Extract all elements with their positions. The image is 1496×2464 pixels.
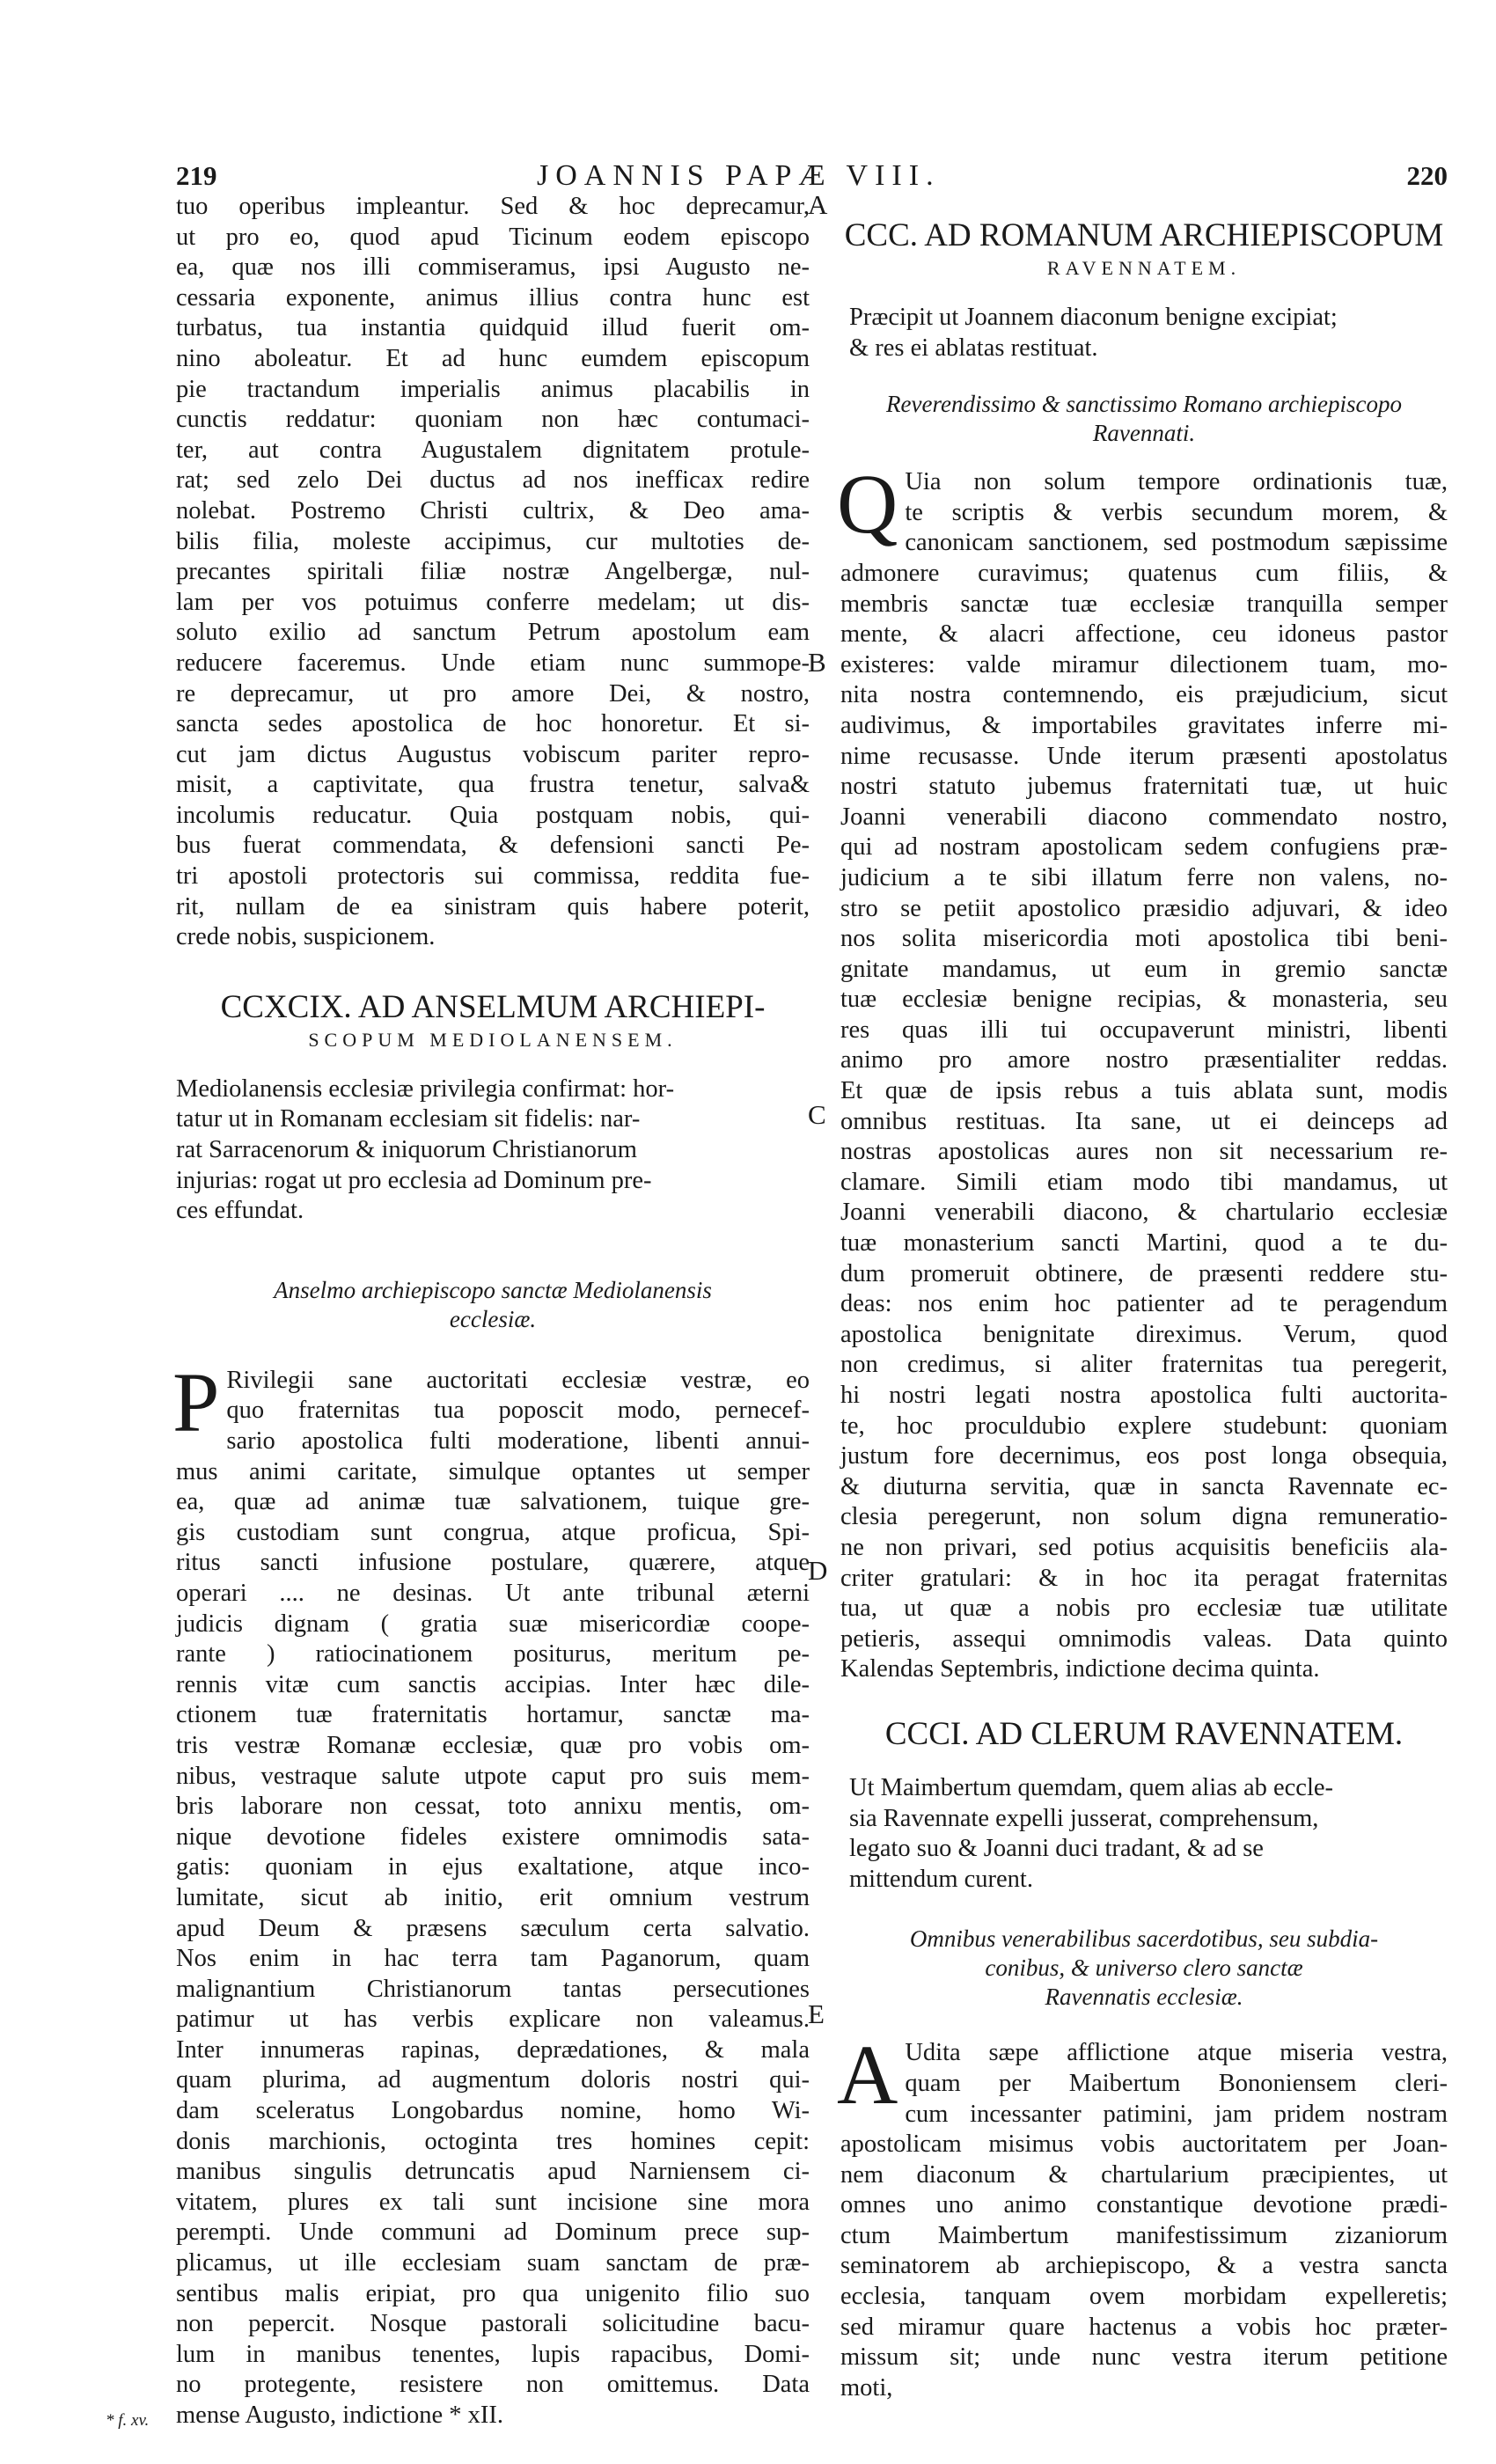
- letter-summary-ccci: [840, 1773, 1448, 1895]
- text-line: res quas illi tui occupaverunt ministri, libenti: [840, 1016, 1448, 1044]
- text-line: justum fore decernimus, eos post longa obsequia,: [840, 1442, 1448, 1470]
- text-line: stro se petiit apostolico præsidio adjuvari, & ideo: [840, 894, 1448, 922]
- letter-heading-ccxcix: CCXCIX. AD ANSELMUM ARCHIEPI-: [220, 988, 766, 1025]
- text-line: omnibus restituas. Ita sane, ut ei deinceps ad: [840, 1107, 1448, 1135]
- text-line: judicis dignam ( gratia suæ misericordiæ coope-: [176, 1610, 810, 1638]
- margin-letter-c: C: [808, 1099, 826, 1130]
- text-line: ritus sancti infusione postulare, quærere, atque: [176, 1549, 810, 1577]
- text-line: ctum Maimbertum manifestissimum zizaniorum: [840, 2221, 1448, 2249]
- text-line: nem diaconum & chartularium præcipientes, ut: [840, 2160, 1448, 2189]
- text-line: seminatorem ab archiepiscopo, & a vestra sancta: [840, 2252, 1448, 2280]
- text-line: animo pro amore nostro præsentialiter reddas.: [840, 1046, 1448, 1074]
- text-line: crede nobis, suspicionem.: [176, 923, 436, 951]
- right-column: [837, 192, 1448, 2403]
- text-line: te, hoc proculdubio explere studebunt: quoniam: [840, 1412, 1448, 1440]
- text-line: sancta sedes apostolica de hoc honoretur. Et si-: [176, 710, 810, 738]
- text-line: nolebat. Postremo Christi cultrix, & Deo ama-: [176, 496, 810, 524]
- text-line: apud Deum & præsens sæculum certa salvatio.: [176, 1914, 810, 1942]
- running-title: JOANNIS PAPÆ VIII.: [537, 159, 941, 192]
- summary-line: legato suo & Joanni duci tradant, & ad se: [849, 1835, 1264, 1863]
- margin-letter-a: A: [808, 189, 828, 220]
- text-line: rat; sed zelo Dei ductus ad nos inefficax redire: [176, 466, 810, 495]
- text-line: bris laborare non cessat, toto annixu mentis, om-: [176, 1793, 810, 1821]
- text-line: Joanni venerabili diacono, & chartulario ecclesiæ: [840, 1199, 1448, 1227]
- text-line: donis marchionis, octoginta tres homines cepit:: [176, 2127, 810, 2155]
- text-line: plicamus, ut ille ecclesiam suam sanctam de præ-: [176, 2249, 810, 2277]
- letter-heading-ccci: CCCI. AD CLERUM RAVENNATEM.: [884, 1715, 1404, 1752]
- text-line: clamare. Simili etiam modo tibi mandamus, ut: [840, 1168, 1448, 1196]
- text-line: gatis: quoniam in ejus exaltatione, atque inco-: [176, 1853, 810, 1881]
- page-number-right: 220: [1406, 160, 1448, 191]
- text-line: precantes spiritali filiæ nostræ Angelbergæ, nul-: [176, 558, 810, 586]
- text-line: hi nostri legati nostra apostolica fulti auctorita-: [840, 1382, 1448, 1409]
- text-line: nino aboleatur. Et ad hunc eumdem episcopum: [176, 344, 810, 372]
- text-line: admonere curavimus; quatenus cum filiis, &: [840, 559, 1448, 587]
- summary-line: injurias: rogat ut pro ecclesia ad Dominum pre-: [176, 1166, 652, 1194]
- text-line: deas: nos enim hoc patienter ad te peragendum: [840, 1290, 1448, 1318]
- text-line: apostolicam misimus vobis auctoritatem per Joan-: [840, 2130, 1448, 2159]
- text-line: sario apostolica fulti moderatione, libenti annui-: [226, 1427, 810, 1455]
- text-line: tuæ ecclesiæ benigne recipias, & monasteria, seu: [840, 986, 1448, 1014]
- letter-address-ccci: [840, 1925, 1448, 2012]
- text-line: omnes uno animo constantique devotione prædi-: [840, 2191, 1448, 2219]
- text-line: qui ad nostram apostolicam sedem confugiens præ-: [840, 833, 1448, 862]
- text-line: malignantium Christianorum tantas persecutiones: [176, 1975, 810, 2003]
- text-line: rit, nullam de ea sinistram quis habere poterit,: [176, 892, 810, 920]
- address-line: Omnibus venerabilibus sacerdotibus, seu subdia-: [909, 1925, 1379, 1953]
- letter-body-ccxcix: [172, 1354, 810, 2431]
- address-line: ecclesiæ.: [449, 1305, 537, 1332]
- text-line: mense Augusto, indictione * xII.: [176, 2402, 504, 2429]
- text-line: nibus, vestraque salute utpote caput pro suis mem-: [176, 1762, 810, 1790]
- text-line: tris vestræ Romanæ ecclesiæ, quæ pro vobis om-: [176, 1731, 810, 1759]
- text-line: apostolica benignitate direximus. Verum, quod: [840, 1320, 1448, 1348]
- text-line: tua, ut quæ a nobis pro ecclesiæ tuæ utilitate: [840, 1595, 1448, 1623]
- margin-letter-b: B: [808, 647, 826, 678]
- text-line: missum sit; unde nunc vestra iterum petitione: [840, 2343, 1448, 2372]
- text-line: misit, a captivitate, qua frustra tenetur, salva&: [176, 771, 810, 799]
- text-line: ne non privari, sed potius acquisitis beneficiis ala-: [840, 1533, 1448, 1561]
- address-line: Ravennatis ecclesiæ.: [1045, 1984, 1243, 2011]
- text-line: Rivilegii sane auctoritati ecclesiæ vestræ, eo: [226, 1366, 810, 1394]
- summary-line: Mediolanensis ecclesiæ privilegia confirmat: hor-: [176, 1074, 675, 1103]
- text-line: nos solita misericordia moti apostolica tibi beni-: [840, 925, 1448, 953]
- letter-subheading-ccc: RAVENNATEM.: [1046, 257, 1242, 279]
- text-line: membris sanctæ tuæ ecclesiæ tranquilla semper: [840, 590, 1448, 618]
- text-line: manibus singulis detruncatis apud Narniensem ci-: [176, 2158, 810, 2186]
- text-line: te scriptis & verbis secundum morem, &: [905, 498, 1448, 526]
- summary-line: & res ei ablatas restituat.: [849, 334, 1098, 362]
- address-line: Reverendissimo & sanctissimo Romano archiepiscopo: [886, 391, 1402, 418]
- text-line: dum promeruit obtinere, de præsenti reddere stu-: [840, 1259, 1448, 1287]
- text-line: ut pro eo, quod apud Ticinum eodem episcopo: [176, 223, 810, 251]
- text-line: gnitate mandamus, ut eum in gremio sanctæ: [840, 955, 1448, 983]
- text-line: no protegente, resistere non omittemus. Data: [176, 2371, 810, 2399]
- text-line: operari .... ne desinas. Ut ante tribunal æterni: [176, 1579, 810, 1607]
- letter-address-ccxcix: [176, 1276, 810, 1334]
- letter-body-ccc: [837, 457, 1448, 1685]
- text-line: & diuturna servitia, quæ in sancta Ravennate ec-: [840, 1472, 1448, 1500]
- letter-subheading-ccxcix: SCOPUM MEDIOLANENSEM.: [308, 1028, 678, 1051]
- text-line: gis custodiam sunt congrua, atque proficua, Spi-: [176, 1518, 810, 1546]
- text-line: Kalendas Septembris, indictione decima quinta.: [840, 1655, 1320, 1683]
- text-line: quam plurima, ad augmentum doloris nostri qui-: [176, 2066, 810, 2094]
- text-line: lam per vos potuimus conferre medelam; ut dis-: [176, 588, 810, 616]
- text-line: turbatus, tua instantia quidquid illud fuerit om-: [176, 314, 810, 342]
- text-line: nostras apostolicas aures non sit necessarium re-: [840, 1138, 1448, 1166]
- text-line: cum incessanter patimini, jam pridem nostram: [905, 2100, 1448, 2128]
- text-line: quam per Maibertum Bononiensem cleri-: [905, 2069, 1448, 2097]
- text-line: quo fraternitas tua poposcit modo, pernecef-: [226, 1397, 810, 1425]
- text-line: ctionem tuæ fraternitatis hortamur, sanctæ ma-: [176, 1701, 810, 1729]
- margin-letter-e: E: [808, 1998, 825, 2029]
- footnote-marker: * f. xv.: [106, 2411, 150, 2430]
- text-line: nostri statuto jubemus fraternitati tuæ, ut huic: [840, 773, 1448, 801]
- text-line: canonicam sanctionem, sed postmodum sæpissime: [905, 529, 1448, 557]
- text-line: cunctis reddatur: quoniam non hæc contumaci-: [176, 406, 810, 434]
- left-column: [172, 192, 810, 2431]
- text-line: rennis vitæ cum sanctis accipias. Inter hæc dile-: [176, 1670, 810, 1698]
- text-line: clesia peregerunt, non solum digna remuneratio-: [840, 1503, 1448, 1531]
- text-line: pie tractandum imperialis animus placabilis in: [176, 375, 810, 403]
- dropcap-p: P: [172, 1354, 220, 1449]
- text-line: cut jam dictus Augustus vobiscum pariter repro-: [176, 740, 810, 768]
- left-continuation-text: [176, 192, 810, 953]
- address-line: conibus, & universo clero sanctæ: [985, 1954, 1303, 1982]
- text-line: mus animi caritate, simulque optantes ut semper: [176, 1457, 810, 1485]
- dropcap-q: Q: [837, 457, 898, 552]
- margin-letter-d: D: [808, 1555, 828, 1586]
- text-line: petieris, assequi omnimodis valeas. Data quinto: [840, 1624, 1448, 1653]
- text-line: judicium a te sibi illatum ferre non valens, no-: [840, 863, 1448, 891]
- dropcap-a: A: [837, 2028, 898, 2123]
- text-line: bilis filia, moleste accipimus, cur multoties de-: [176, 527, 810, 555]
- summary-line: rat Sarracenorum & iniquorum Christianorum: [176, 1136, 637, 1164]
- text-line: sentibus malis eripiat, pro qua unigenito filio suo: [176, 2279, 810, 2307]
- summary-line: Præcipit ut Joannem diaconum benigne excipiat;: [849, 304, 1338, 331]
- letter-summary-ccxcix: [176, 1074, 810, 1227]
- text-line: sed miramur quare hactenus a vobis hoc præter-: [840, 2313, 1448, 2341]
- text-line: nime recusasse. Unde iterum præsenti apostolatus: [840, 742, 1448, 770]
- text-line: criter gratulari: & in hoc ita peragat fraternitas: [840, 1564, 1448, 1592]
- summary-line: ces effundat.: [176, 1197, 304, 1225]
- text-line: cessaria exponente, animus illius contra hunc est: [176, 283, 810, 312]
- text-line: re deprecamur, ut pro amore Dei, & nostro,: [176, 679, 810, 708]
- text-line: mente, & alacri affectione, ceu idoneus pastor: [840, 620, 1448, 649]
- letter-body-ccci: [837, 2028, 1448, 2403]
- text-line: audivimus, & importabiles gravitates inferre mi-: [840, 711, 1448, 739]
- summary-line: sia Ravennate expelli jusserat, comprehensum,: [849, 1804, 1319, 1832]
- text-line: ea, quæ nos illi commiseramus, ipsi Augusto ne-: [176, 253, 810, 282]
- text-line: non credimus, si aliter fraternitas tua peregerit,: [840, 1351, 1448, 1379]
- text-line: lum in manibus tenentes, lupis rapacibus, Domi-: [176, 2340, 810, 2368]
- text-line: ter, aut contra Augustalem dignitatem protule-: [176, 436, 810, 464]
- text-line: bus fuerat commendata, & defensioni sancti Pe-: [176, 832, 810, 860]
- summary-line: tatur ut in Romanam ecclesiam sit fidelis: nar-: [176, 1105, 641, 1133]
- text-line: ecclesia, tanquam ovem morbidam expelleretis;: [840, 2283, 1448, 2311]
- text-line: moti,: [840, 2373, 893, 2402]
- letter-summary-ccc: [840, 303, 1448, 363]
- text-line: soluto exilio ad sanctum Petrum apostolum eam: [176, 619, 810, 647]
- text-line: incolumis reducatur. Quia postquam nobis, qui-: [176, 801, 810, 829]
- text-line: patimur ut has verbis explicare non valeamus.: [176, 2006, 810, 2034]
- summary-line: Ut Maimbertum quemdam, quem alias ab eccle-: [849, 1773, 1334, 1801]
- text-line: Uia non solum tempore ordinationis tuæ,: [905, 468, 1448, 496]
- text-line: reducere faceremus. Unde etiam nunc summope-: [176, 649, 810, 677]
- text-line: Nos enim in hac terra tam Paganorum, quam: [176, 1945, 810, 1973]
- text-line: Udita sæpe afflictione atque miseria vestra,: [905, 2039, 1448, 2067]
- address-line: Anselmo archiepiscopo sanctæ Mediolanensis: [274, 1276, 712, 1303]
- text-line: perempti. Unde communi ad Dominum prece sup-: [176, 2218, 810, 2247]
- text-line: non pepercit. Nosque pastorali solicitudine bacu-: [176, 2310, 810, 2338]
- text-line: nita nostra contemnendo, eis præjudicium, sicut: [840, 681, 1448, 709]
- text-line: ea, quæ ad animæ tuæ salvationem, tuique gre-: [176, 1488, 810, 1516]
- address-line: Ravennati.: [1092, 420, 1196, 447]
- page-number-left: 219: [176, 160, 217, 191]
- text-line: Et quæ de ipsis rebus a tuis ablata sunt, modis: [840, 1077, 1448, 1105]
- text-line: dam sceleratus Longobardus nomine, homo Wi-: [176, 2097, 810, 2125]
- text-line: tuo operibus impleantur. Sed & hoc deprecamur,: [176, 193, 810, 220]
- text-line: tri apostoli protectoris sui commissa, reddita fue-: [176, 862, 810, 891]
- text-line: nique devotione fideles existere omnimodis sata-: [176, 1822, 810, 1851]
- letter-heading-ccc: CCC. AD ROMANUM ARCHIEPISCOPUM: [844, 217, 1444, 253]
- letter-address-ccc: [840, 390, 1448, 448]
- text-line: lumitate, sicut ab initio, erit omnium vestrum: [176, 1883, 810, 1911]
- text-line: rante ) ratiocinationem positurus, meritum pe-: [176, 1640, 810, 1668]
- text-line: vitatem, plures ex tali sunt incisione sine mora: [176, 2188, 810, 2216]
- text-line: tuæ monasterium sancti Martini, quod a te du-: [840, 1229, 1448, 1258]
- text-line: existeres: valde miramur dilectionem tuam, mo-: [840, 650, 1448, 678]
- text-line: Joanni venerabili diacono commendato nostro,: [840, 803, 1448, 831]
- summary-line: mittendum curent.: [849, 1865, 1033, 1893]
- text-line: Inter innumeras rapinas, deprædationes, & mala: [176, 2035, 810, 2064]
